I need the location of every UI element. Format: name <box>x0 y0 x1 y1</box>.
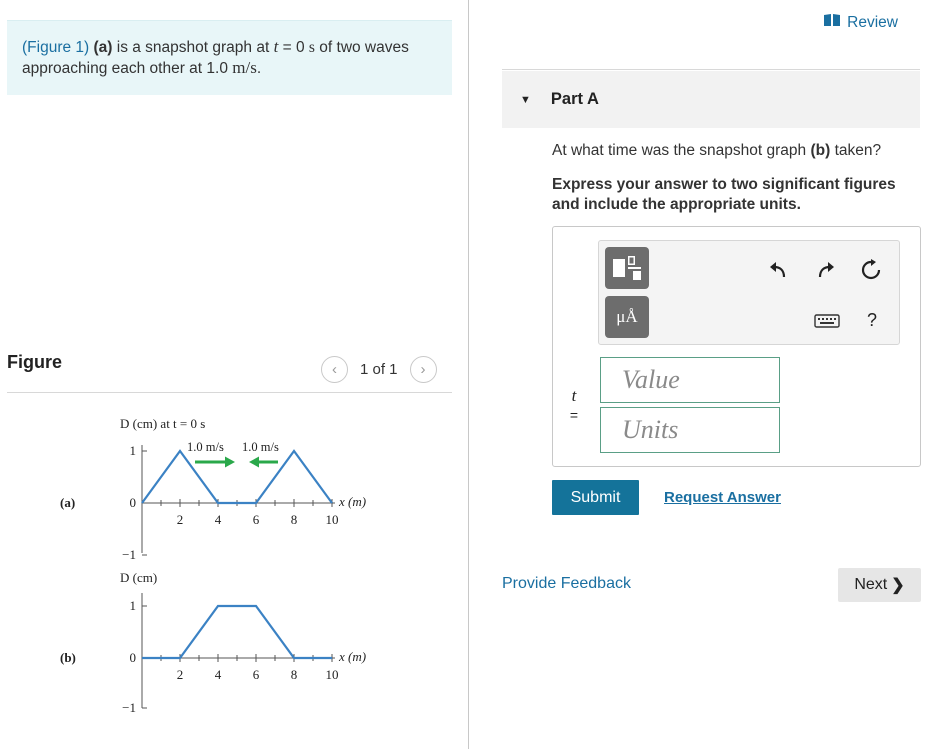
book-icon <box>823 13 841 32</box>
problem-text-3: approaching each other at 1.0 <box>22 60 233 77</box>
review-link[interactable] <box>823 13 898 32</box>
math-toolbar <box>598 240 900 345</box>
x-tick-label: 10 <box>325 512 339 527</box>
question-panel-ref: (b) <box>810 142 831 159</box>
time-unit: s <box>308 39 315 56</box>
question-text <box>552 142 881 160</box>
problem-text-4: . <box>256 60 262 77</box>
x-tick-label: 10 <box>325 667 339 682</box>
caret-down-icon[interactable]: ▼ <box>520 93 531 106</box>
help-icon[interactable]: ? <box>866 309 877 330</box>
wave-figure <box>60 405 390 715</box>
panel-a-ref: (a) <box>93 39 113 56</box>
speed-unit: m/s <box>232 58 257 77</box>
equals-sign: = <box>569 407 579 423</box>
y-tick-label: −1 <box>122 700 136 715</box>
y-tick-label: 0 <box>129 650 136 665</box>
graph-a-xlabel: x (m) <box>339 494 367 509</box>
time-variable: t <box>273 37 279 56</box>
graph-b-wave <box>142 606 332 658</box>
x-tick-label: 2 <box>176 667 184 682</box>
problem-statement <box>7 20 452 95</box>
graph-b-ylabel: D (cm) <box>120 570 158 585</box>
graph-b <box>60 570 366 715</box>
graph-a-speed-left: 1.0 m/s <box>187 440 224 454</box>
pager-text: 1 of 1 <box>360 360 398 378</box>
chevron-right-icon: ❯ <box>891 577 905 594</box>
figure-title: Figure <box>7 352 63 372</box>
keyboard-icon[interactable] <box>813 309 841 333</box>
graph-a-arrowhead-right <box>225 457 235 468</box>
request-answer-link[interactable]: Request Answer <box>664 489 781 506</box>
redo-icon[interactable] <box>813 258 837 282</box>
chevron-left-icon[interactable]: ‹ <box>321 356 348 383</box>
right-pane <box>469 0 935 749</box>
reset-icon[interactable] <box>859 258 883 282</box>
x-tick-label: 8 <box>290 667 298 682</box>
y-tick-label: 0 <box>129 495 136 510</box>
units-input[interactable]: Units <box>600 407 780 453</box>
x-tick-label: 6 <box>252 667 260 682</box>
chevron-right-icon[interactable]: › <box>410 356 437 383</box>
graph-a-ylabel: D (cm) at t = 0 s <box>120 416 206 431</box>
x-tick-label: 4 <box>214 512 222 527</box>
x-tick-label: 6 <box>252 512 260 527</box>
header-divider <box>502 69 920 70</box>
time-equals: = 0 <box>278 39 309 56</box>
review-label: Review <box>847 13 898 31</box>
part-a-header[interactable] <box>502 71 920 128</box>
graph-a-panel-label: (a) <box>60 495 76 510</box>
answer-instruction: Express your answer to two significant figures and include the appropriate units. <box>552 176 896 213</box>
x-tick-label: 8 <box>290 512 298 527</box>
answer-variable: t <box>571 386 577 405</box>
x-tick-label: 4 <box>214 667 222 682</box>
graph-a-arrowhead-left <box>249 457 259 468</box>
graph-a-speed-right: 1.0 m/s <box>242 440 279 454</box>
x-tick-label: 2 <box>176 512 184 527</box>
y-tick-label: 1 <box>129 598 136 613</box>
submit-button[interactable]: Submit <box>552 480 639 515</box>
graph-a-wave <box>142 451 332 503</box>
part-a-label: Part A <box>550 90 599 108</box>
figure-link[interactable]: (Figure 1) <box>22 39 90 56</box>
value-input[interactable]: Value <box>600 357 780 403</box>
problem-text-2: of two waves <box>314 39 409 56</box>
problem-text-1: is a snapshot graph at <box>112 39 274 56</box>
provide-feedback-link[interactable]: Provide Feedback <box>502 575 631 592</box>
templates-icon[interactable] <box>605 247 649 289</box>
y-tick-label: −1 <box>122 547 136 562</box>
graph-a <box>60 416 366 562</box>
question-text-1: At what time was the snapshot graph <box>552 142 811 159</box>
question-text-2: taken? <box>830 142 882 159</box>
graph-b-panel-label: (b) <box>60 650 76 665</box>
graph-b-xlabel: x (m) <box>339 649 367 664</box>
next-label: Next <box>854 576 888 593</box>
figure-pager <box>321 355 437 383</box>
undo-icon[interactable] <box>767 258 791 282</box>
answer-box <box>552 226 921 467</box>
y-tick-label: 1 <box>129 443 136 458</box>
figure-divider <box>7 392 452 393</box>
next-button[interactable] <box>838 568 921 602</box>
units-icon[interactable]: μÅ <box>605 296 649 338</box>
